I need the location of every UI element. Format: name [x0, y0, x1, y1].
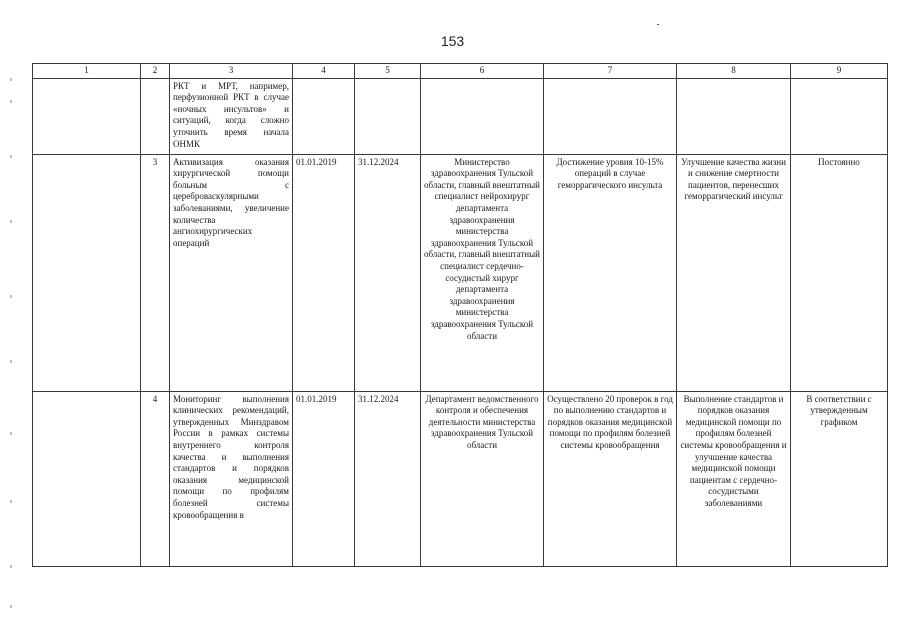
- measure-cell: РКТ и МРТ, например, перфузионной РКТ в случае «ночных инсультов» и ситуаций, когда сложно уточнить время начала ОНМК: [170, 78, 293, 154]
- end-date-cell: [355, 78, 421, 154]
- responsible-cell: [421, 78, 544, 154]
- empty-cell: [33, 78, 141, 154]
- result-cell: Выполнение стандартов и порядков оказания медицинской помощи по профилям болезней системы кровообращения и улучшение качества медицинской помощи пациентам с сердечно-сосудистыми заболеваниями: [677, 391, 791, 566]
- table-row: [33, 391, 888, 566]
- start-date-cell: [293, 78, 355, 154]
- row-number: [141, 78, 170, 154]
- indicator-cell: [544, 78, 677, 154]
- measures-table: [32, 63, 888, 567]
- column-header: 5: [355, 64, 421, 79]
- end-date-cell: 31.12.2024: [355, 391, 421, 566]
- start-date-cell: 01.01.2019: [293, 391, 355, 566]
- responsible-cell: Министерство здравоохранения Тульской области, главный внештатный специалист нейрохирург департамента здравоохранения министерства здравоохранения Тульской области, главный внештатный специалист сердечно-сосудистый хирург департамента здравоохранения министерства здравоохранения Тульской области: [421, 154, 544, 391]
- column-header: 7: [544, 64, 677, 79]
- start-date-cell: 01.01.2019: [293, 154, 355, 391]
- end-date-cell: 31.12.2024: [355, 154, 421, 391]
- empty-cell: [33, 391, 141, 566]
- scan-edge-marks: [10, 60, 12, 620]
- row-number: 3: [141, 154, 170, 391]
- table-row: [33, 78, 888, 154]
- responsible-cell: Департамент ведомственного контроля и обеспечения деятельности министерства здравоохранения Тульской области: [421, 391, 544, 566]
- empty-cell: [33, 154, 141, 391]
- measure-cell: Активизация оказания хирургической помощи больным с цереброваскулярными заболеваниями, увеличение количества ангиохирургических операций: [170, 154, 293, 391]
- row-number: 4: [141, 391, 170, 566]
- table-row: [33, 154, 888, 391]
- page-number: 153: [440, 33, 465, 49]
- result-cell: Улучшение качества жизни и снижение смертности пациентов, перенесших геморрагический инсульт: [677, 154, 791, 391]
- column-header: 1: [33, 64, 141, 79]
- column-header: 2: [141, 64, 170, 79]
- column-header: 8: [677, 64, 791, 79]
- column-header: 4: [293, 64, 355, 79]
- period-cell: В соответствии с утвержденным графиком: [791, 391, 888, 566]
- indicator-cell: Достижение уровня 10-15% операций в случае геморрагического инсульта: [544, 154, 677, 391]
- period-cell: Постоянно: [791, 154, 888, 391]
- measure-cell: Мониторинг выполнения клинических рекомендаций, утвержденных Минздравом России в рамках системы внутреннего контроля качества и выполнения стандартов и порядков оказания медицинской помощи по профилям болезней системы кровообращения в: [170, 391, 293, 566]
- column-header: 3: [170, 64, 293, 79]
- column-number-row: [33, 64, 888, 79]
- scan-speck: [657, 24, 659, 25]
- column-header: 9: [791, 64, 888, 79]
- column-header: 6: [421, 64, 544, 79]
- result-cell: [677, 78, 791, 154]
- indicator-cell: Осуществлено 20 проверок в год по выполнению стандартов и порядков оказания медицинской помощи по профилям болезней системы кровообращения: [544, 391, 677, 566]
- period-cell: [791, 78, 888, 154]
